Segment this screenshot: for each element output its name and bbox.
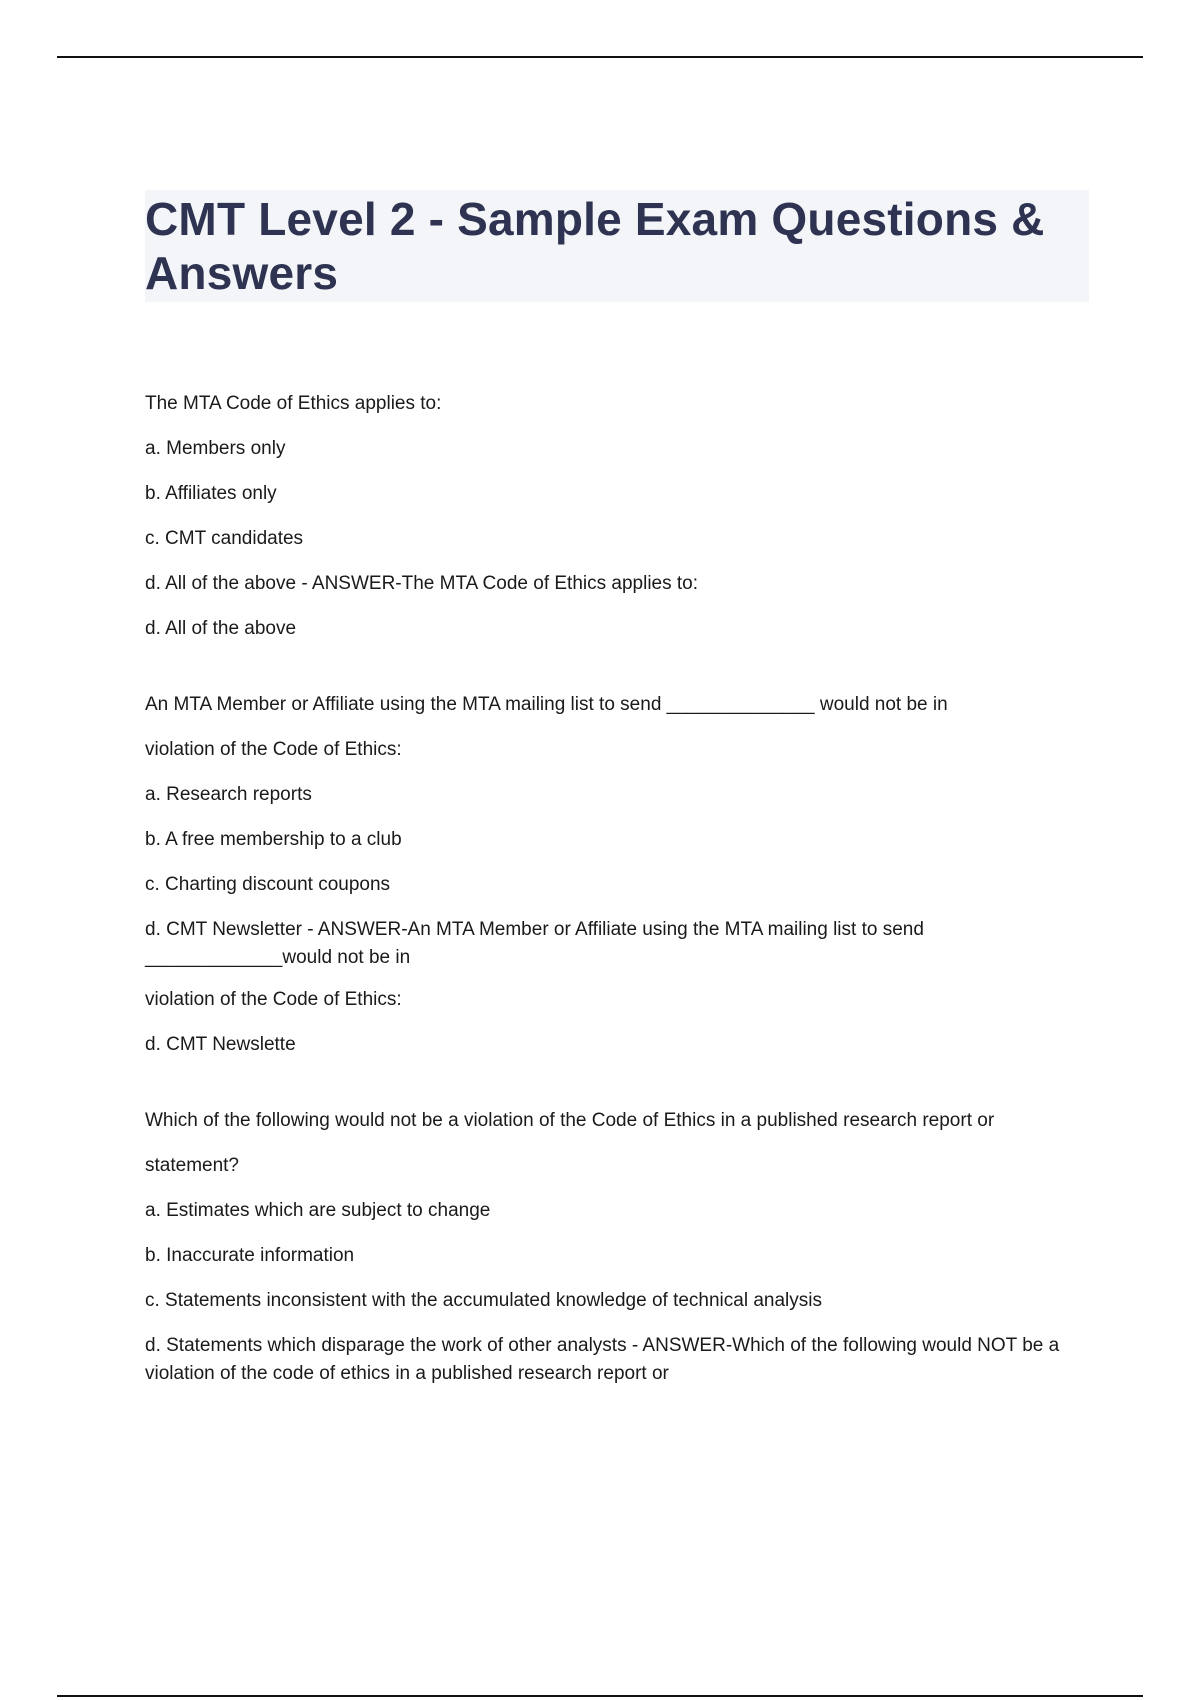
answer-option: c. CMT candidates <box>145 528 304 549</box>
correct-answer: d. CMT Newslette <box>145 1034 296 1055</box>
question-block <box>145 691 1090 1059</box>
top-rule <box>57 56 1143 58</box>
question-text: An MTA Member or Affiliate using the MTA mailing list to send ______________ would not be in <box>145 694 948 715</box>
correct-answer: d. All of the above <box>145 618 297 639</box>
document-body <box>145 390 1090 1405</box>
answer-option: a. Estimates which are subject to change <box>145 1200 491 1221</box>
answer-option-with-answer: d. All of the above - ANSWER-The MTA Code of Ethics applies to: <box>145 573 699 594</box>
answer-option: c. Statements inconsistent with the accumulated knowledge of technical analysis <box>145 1290 822 1311</box>
question-text-continued: violation of the Code of Ethics: <box>145 739 402 760</box>
answer-option: a. Research reports <box>145 784 312 805</box>
answer-option: b. A free membership to a club <box>145 829 402 850</box>
question-text-continued: statement? <box>145 1155 239 1176</box>
answer-option-with-answer: d. Statements which disparage the work of other analysts - ANSWER-Which of the following would NOT be a violation of the code of ethics in a published research report or <box>145 1335 1065 1384</box>
answer-option-with-answer: d. CMT Newsletter - ANSWER-An MTA Member or Affiliate using the MTA mailing list to send _____________would not be in <box>145 919 930 968</box>
answer-option: b. Inaccurate information <box>145 1245 355 1266</box>
document-title: CMT Level 2 - Sample Exam Questions & Answers <box>145 193 1045 299</box>
question-text: The MTA Code of Ethics applies to: <box>145 393 442 414</box>
answer-option: a. Members only <box>145 438 286 459</box>
answer-option: b. Affiliates only <box>145 483 277 504</box>
answer-text-continued: violation of the Code of Ethics: <box>145 989 402 1010</box>
question-block <box>145 390 1090 643</box>
answer-option: c. Charting discount coupons <box>145 874 391 895</box>
bottom-rule <box>57 1695 1143 1697</box>
question-text: Which of the following would not be a violation of the Code of Ethics in a published research report or <box>145 1110 995 1131</box>
question-block <box>145 1107 1090 1388</box>
